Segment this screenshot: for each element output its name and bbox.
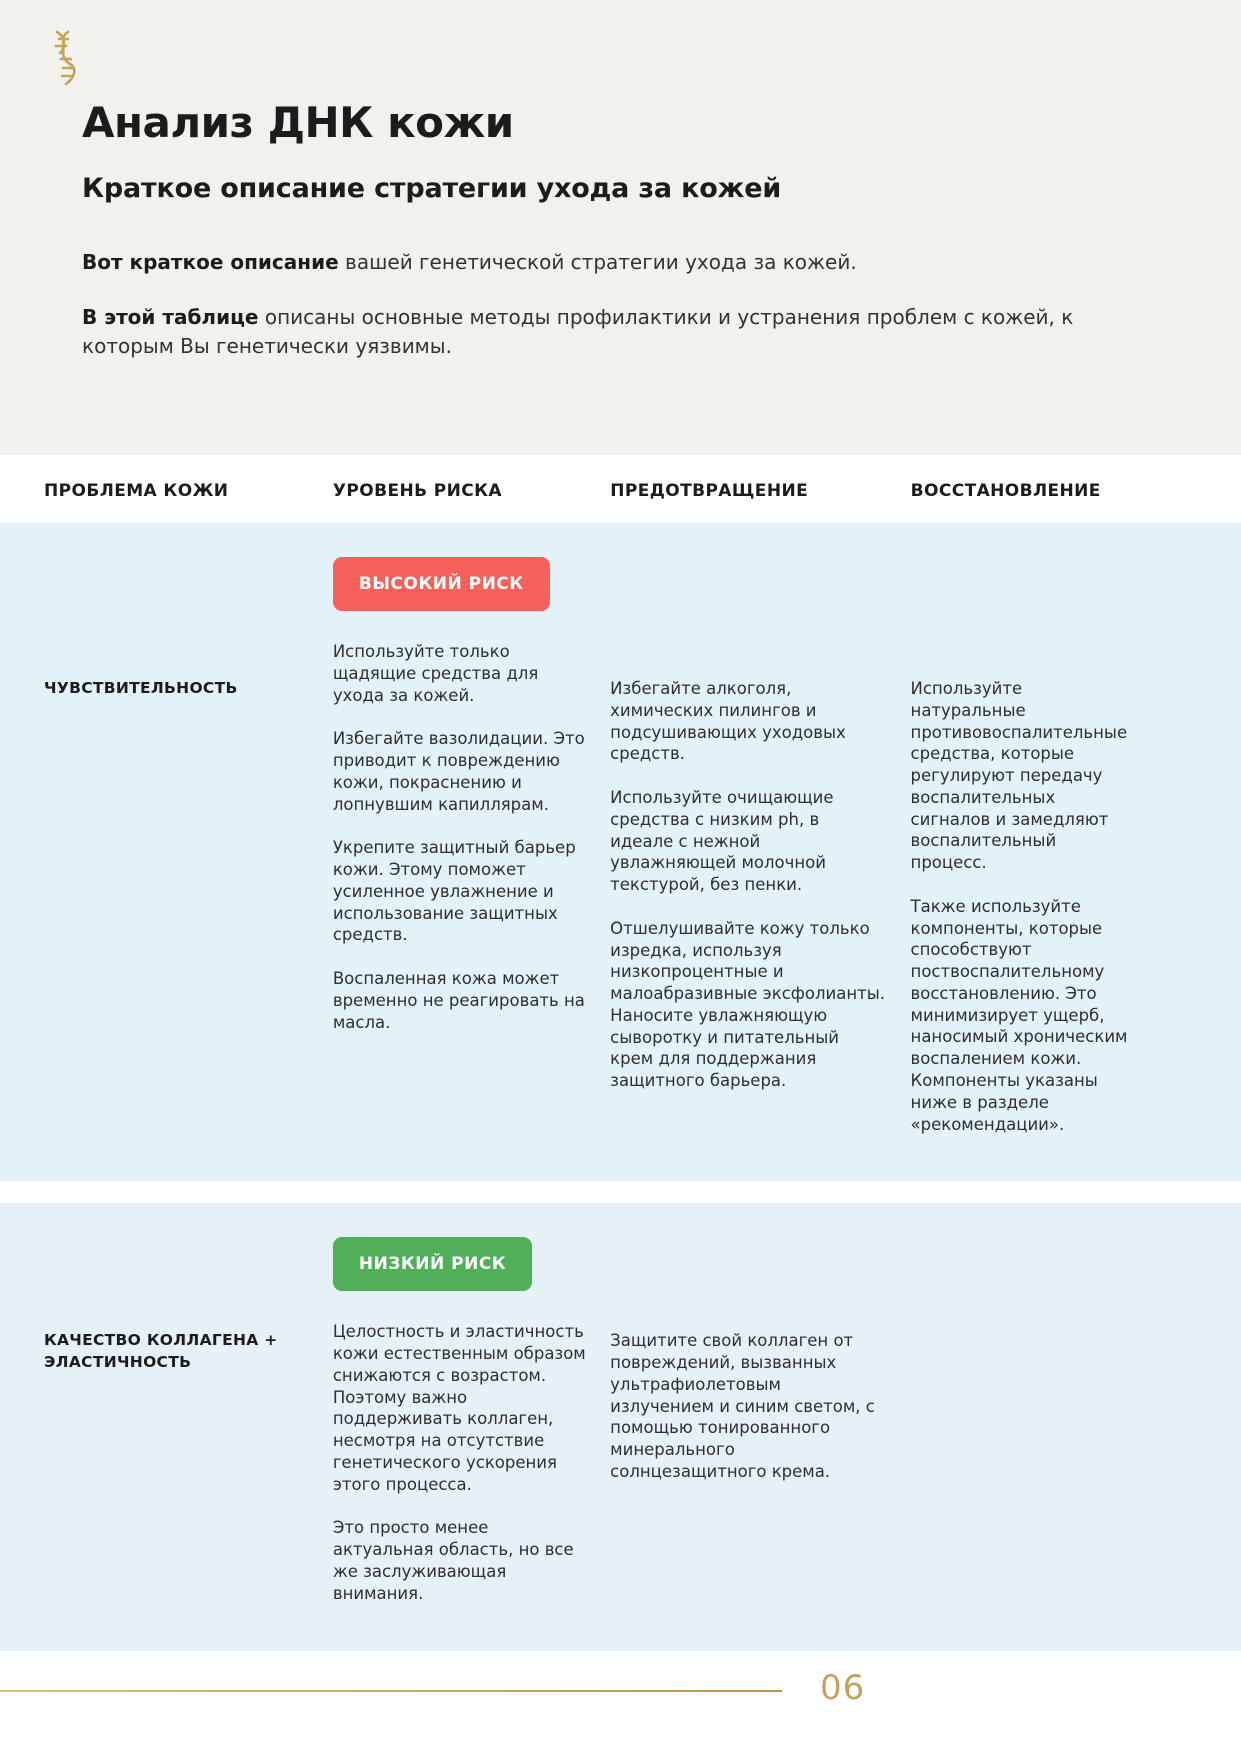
page-subtitle: Краткое описание стратегии ухода за кожей — [82, 173, 782, 204]
page-footer — [0, 1668, 1241, 1754]
row-problem-label: ЧУВСТВИТЕЛЬНОСТЬ — [44, 679, 238, 697]
column-header-problem: ПРОБЛЕМА КОЖИ — [44, 481, 229, 501]
risk-text-3: Укрепите защитный барьер кожи. Этому поможет усиленное увлажнение и использование защитных средств. — [332, 838, 576, 945]
table-column-headers — [0, 455, 1241, 523]
row-recovery-cell — [911, 557, 1161, 1135]
row-recovery-cell — [911, 1237, 1161, 1604]
status-badge: НИЗКИЙ РИСК — [333, 1237, 532, 1291]
intro-2-bold: В этой таблице — [82, 305, 259, 329]
row-prevention-cell — [610, 1237, 910, 1604]
row-problem-cell — [44, 557, 333, 1135]
dna-logo-icon — [44, 28, 84, 88]
row-problem-label: КАЧЕСТВО КОЛЛАГЕНА + ЭЛАСТИЧНОСТЬ — [44, 1331, 278, 1371]
risk-text-1: Целостность и эластичность кожи естественным образом снижаются с возрастом. Поэтому важно поддерживать коллаген, несмотря на отсутствие генетического ускорения этого процесса. — [332, 1322, 586, 1494]
table-row — [0, 1203, 1241, 1650]
recovery-text-2: Также используйте компоненты, которые способствуют поствоспалительному восстановлению. Это минимизирует ущерб, наносимый хроническим воспалением кожи. Компоненты указаны ниже в разделе «рекомендации». — [910, 896, 1128, 1134]
column-header-recovery: ВОССТАНОВЛЕНИЕ — [910, 481, 1101, 501]
row-divider — [0, 1181, 1241, 1203]
row-prevention-cell — [610, 557, 910, 1135]
intro-paragraph-2 — [82, 303, 1161, 361]
risk-text-2: Избегайте вазолидации. Это приводит к повреждению кожи, покраснению и лопнувшим капиллярам. — [332, 729, 585, 814]
intro-2-rest: описаны основные методы профилактики и устранения проблем с кожей, к которым Вы генетически уязвимы. — [82, 305, 1074, 358]
page-title: Анализ ДНК кожи — [82, 98, 514, 147]
row-problem-cell — [44, 1237, 333, 1604]
column-header-risk: УРОВЕНЬ РИСКА — [332, 481, 502, 501]
row-risk-cell — [333, 557, 610, 1135]
row-risk-cell — [333, 1237, 610, 1604]
prevention-text-1: Избегайте алкоголя, химических пилингов и подсушивающих уходовых средств. — [610, 679, 846, 764]
status-badge: ВЫСОКИЙ РИСК — [333, 557, 550, 611]
risk-text-2: Это просто менее актуальная область, но все же заслуживающая внимания. — [332, 1518, 574, 1603]
risk-text-4: Воспаленная кожа может временно не реагировать на масла. — [332, 969, 585, 1032]
intro-1-rest: вашей генетической стратегии ухода за кожей. — [338, 250, 857, 274]
page-header — [0, 0, 1241, 455]
footer-rule — [0, 1690, 782, 1692]
intro-1-bold: Вот краткое описание — [82, 250, 339, 274]
column-header-prevention: ПРЕДОТВРАЩЕНИЕ — [610, 481, 809, 501]
prevention-text-1: Защитите свой коллаген от повреждений, вызванных ультрафиолетовым излучением и синим светом, с помощью тонированного минерального солнцезащитного крема. — [610, 1331, 875, 1481]
table-row — [0, 523, 1241, 1181]
recovery-text-1: Используйте натуральные противовоспалительные средства, которые регулируют передачу воспалительных сигналов и замедляют воспалительный процесс. — [910, 679, 1128, 873]
page-number: 06 — [820, 1668, 866, 1708]
prevention-text-3: Отшелушивайте кожу только изредка, используя низкопроцентные и малоабразивные эксфолианты. Наносите увлажняющую сыворотку и питательный крем для поддержания защитного барьера. — [610, 918, 886, 1091]
intro-paragraph-1 — [82, 248, 1161, 277]
risk-text-1: Используйте только щадящие средства для ухода за кожей. — [332, 642, 539, 705]
prevention-text-2: Используйте очищающие средства с низким ph, в идеале с нежной увлажняющей молочной текстурой, без пенки. — [610, 788, 834, 895]
